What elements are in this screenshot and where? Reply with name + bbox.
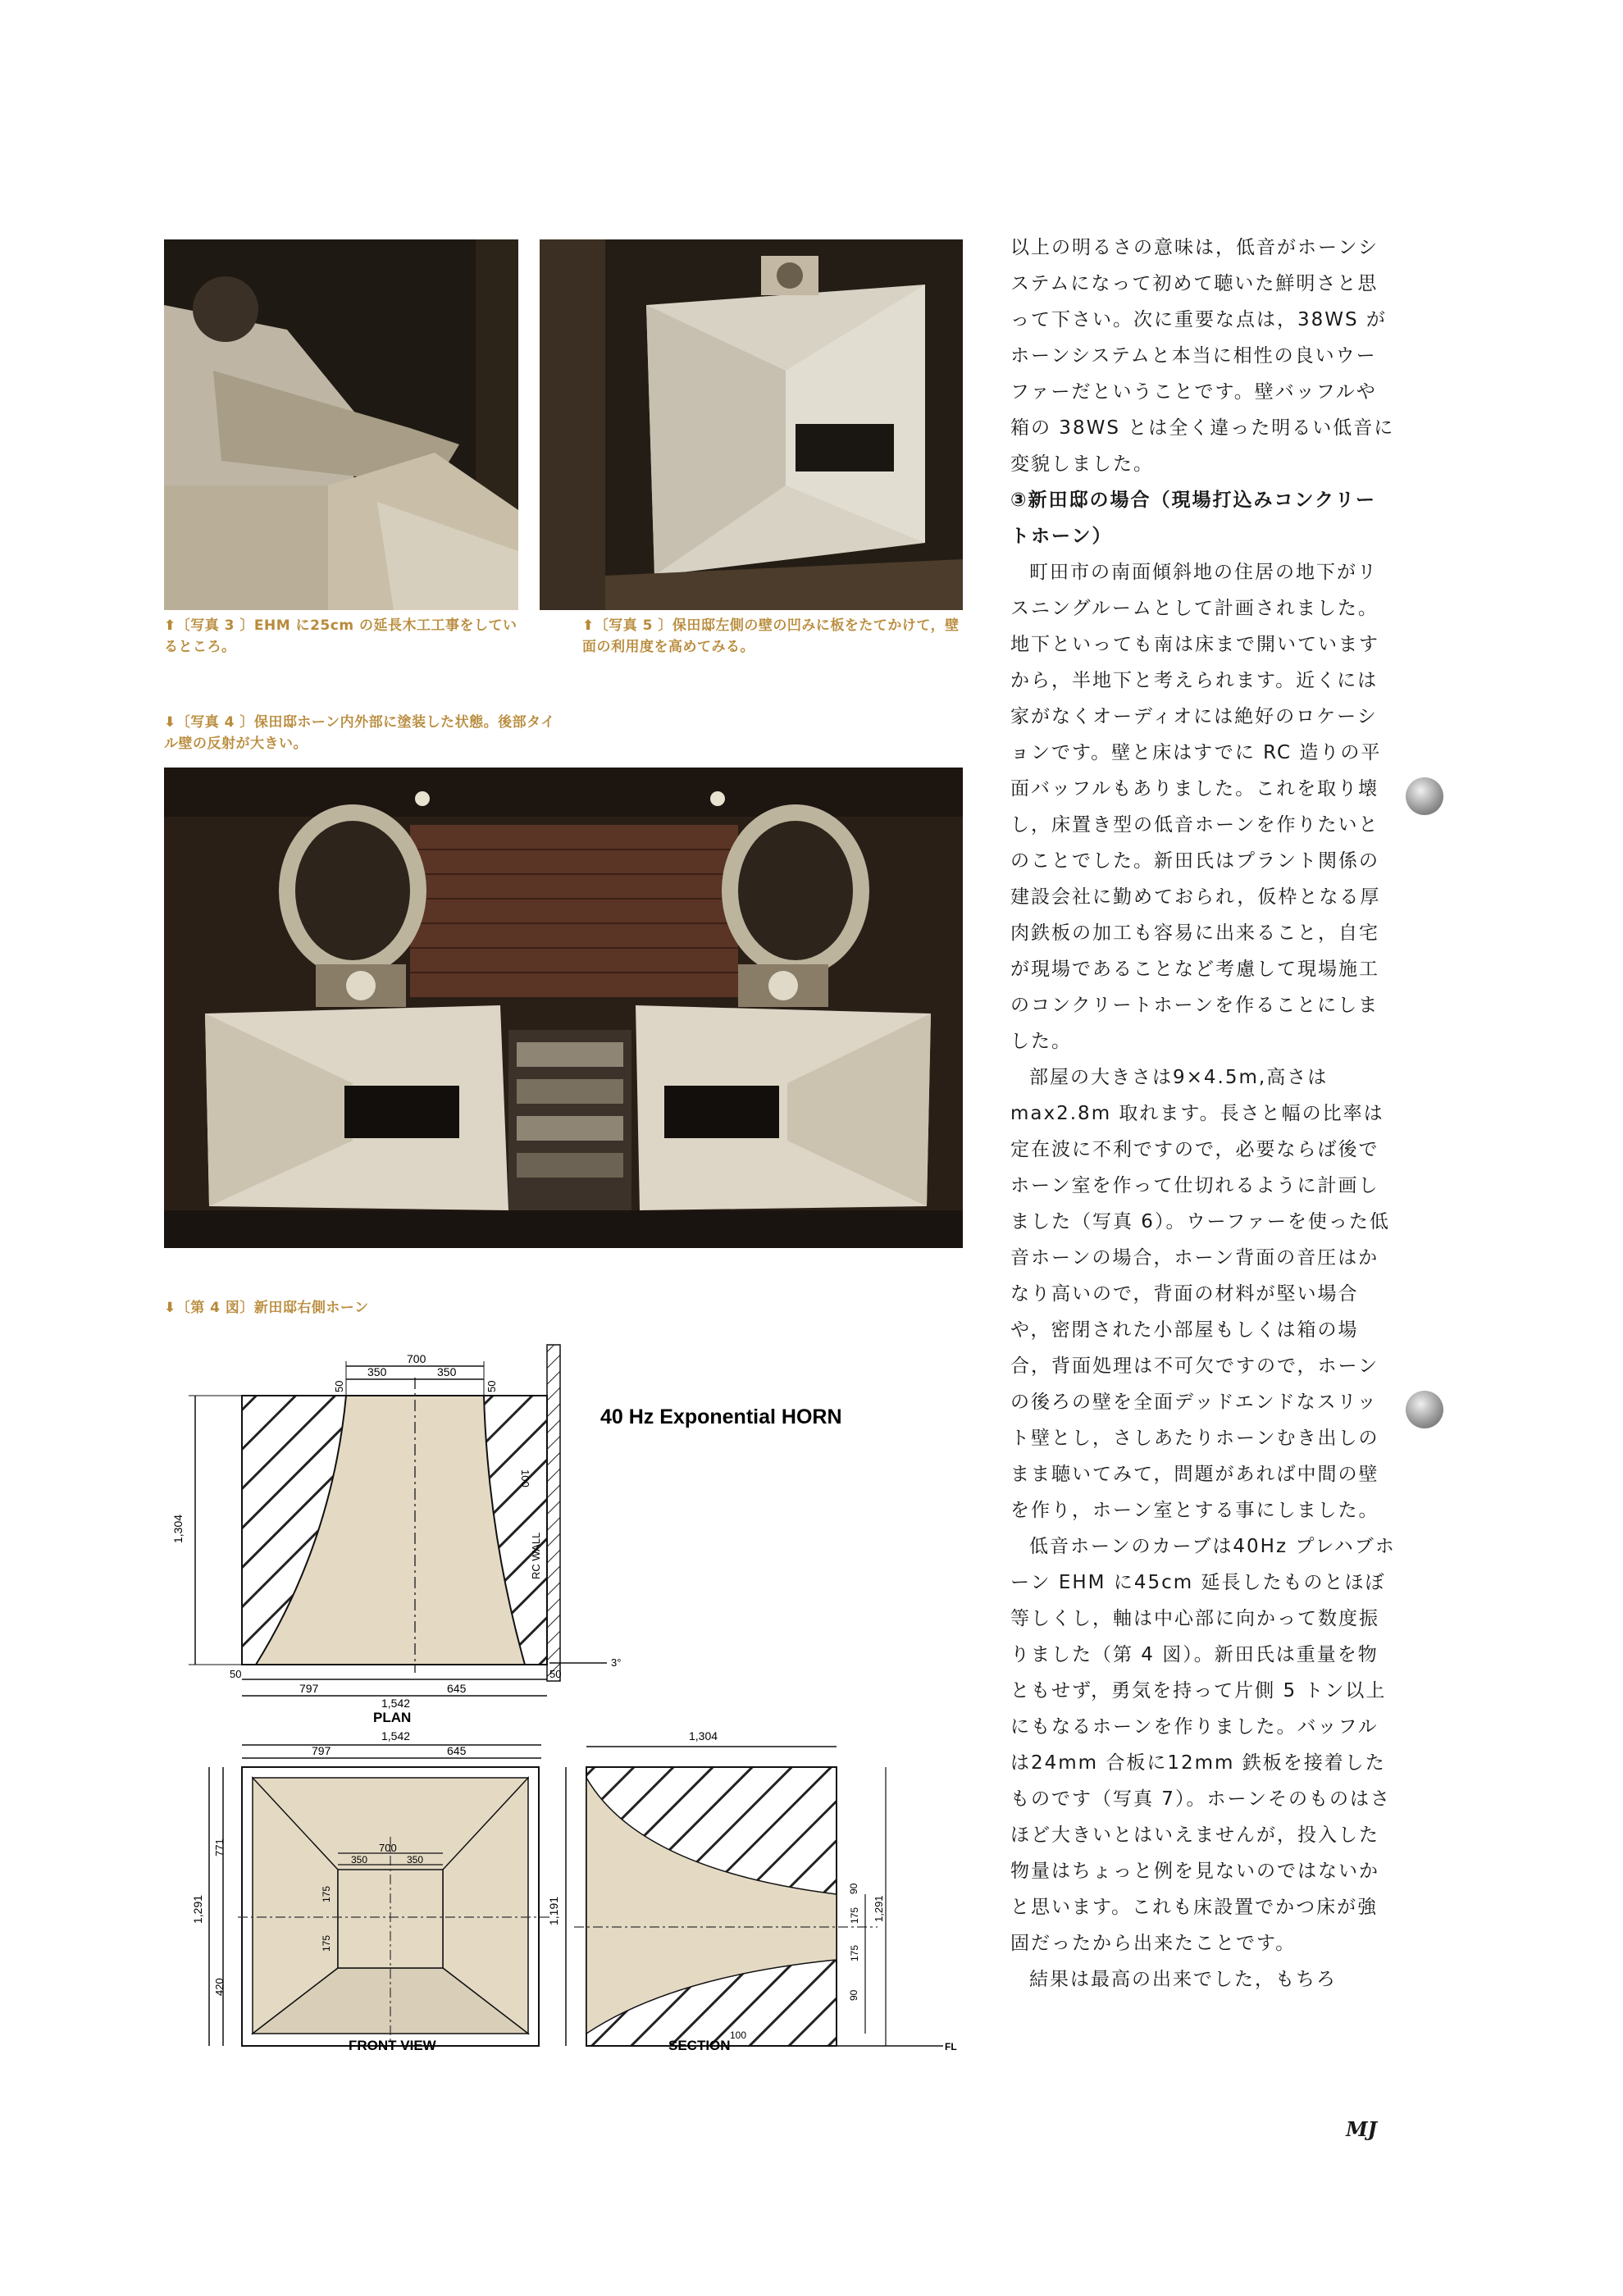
body-paragraph-1: 以上の明るさの意味は，低音がホーンシステムになって初めて聴いた鮮明さと思って下さい。次に重要な点は，38WS がホーンシステムと本当に相性の良いウーファーだということです。壁バッフルや箱の 38WS とは全く違った明るい低音に変貌しました。 [1010, 237, 1395, 475]
dim-90-bottom: 90 [848, 1989, 859, 2001]
dim-100: 100 [519, 1469, 531, 1487]
dim-50-plan-right: 50 [549, 1668, 562, 1680]
front-view [191, 1729, 549, 2050]
photo-3 [164, 239, 518, 610]
section-view [547, 1729, 957, 2050]
dim-175-section-a: 175 [849, 1906, 860, 1924]
dim-100-section: 100 [730, 2029, 747, 2041]
dim-1291-section: 1,291 [873, 1895, 885, 1922]
dim-797-front: 797 [312, 1744, 331, 1757]
photo-4 [164, 768, 963, 1248]
dim-1542-plan: 1,542 [381, 1697, 411, 1710]
dim-700-front: 700 [379, 1842, 397, 1854]
body-paragraph-5: 結果は最高の出来でした，もちろ [1029, 1969, 1337, 1990]
binder-hole-upper [1406, 777, 1443, 815]
dim-1542-front: 1,542 [381, 1729, 411, 1742]
dim-350-front-left: 350 [351, 1854, 368, 1866]
dim-350-left: 350 [367, 1365, 387, 1378]
photo-5 [540, 239, 963, 610]
section-heading-nitta: ③新田邸の場合（現場打込みコンクリートホーン） [1010, 490, 1377, 547]
fl-label: FL [945, 2041, 957, 2050]
rc-wall-label: RC WALL [530, 1532, 542, 1579]
dim-1291-front: 1,291 [191, 1894, 204, 1924]
front-view-label: FRONT VIEW [349, 2038, 436, 2050]
dim-797-plan: 797 [299, 1682, 319, 1695]
body-paragraph-4: 低音ホーンのカーブは40Hz プレハブホーン EHM に45cm 延長したものとほぼ等しくし，軸は中心部に向かって数度振りました（第 4 図）。新田氏は重量を物ともせず，勇気を持って片側 5 トン以上にもなるホーンを作りました。バッフルは24mm 合板に12mm 鉄板を接着したものです（写真 7）。ホーンそのものはさほど大きいとはいえませんが，投入した物量はちょっと例を見ないのではないかと思います。これも床設置でかつ床が強固だったから出来たことです。 [1010, 1536, 1396, 1954]
dim-3deg: 3° [611, 1656, 622, 1669]
dim-1191: 1,191 [547, 1896, 560, 1925]
caption-figure-4: ⬇〔第 4 図〕新田邸右側ホーン [164, 1300, 369, 1316]
dim-1304: 1,304 [171, 1514, 185, 1543]
page-folio: MJ [1346, 2117, 1377, 2141]
dim-700: 700 [407, 1352, 426, 1365]
dim-350-front-right: 350 [407, 1854, 424, 1866]
caption-photo-4: ⬇〔写真 4 〕保田邸ホーン内外部に塗装した状態。後部タイル壁の反射が大きい。 [164, 714, 555, 752]
dim-645-front: 645 [447, 1744, 467, 1757]
plan-label: PLAN [373, 1710, 412, 1725]
dim-1304-section: 1,304 [689, 1729, 718, 1742]
body-paragraph-2: 町田市の南面傾斜地の住居の地下がリスニングルームとして計画されました。地下といっても南は床まで開いていますから，半地下と考えられます。近くには家がなくオーディオには絶好のロケーションです。壁と床はすでに RC 造りの平面バッフルもありました。これを取り壊し，床置き型の低音ホーンを作りたいとのことでした。新田氏はプラント関係の建設会社に勤めておられ，仮枠となる厚肉鉄板の加工も容易に出来ること，自宅が現場であることなど考慮して現場施工のコンクリートホーンを作ることにしました。 [1010, 562, 1382, 1052]
binder-hole-lower [1406, 1391, 1443, 1428]
horn-diagram [164, 1328, 984, 2050]
dim-50-right: 50 [486, 1380, 498, 1392]
dim-175-front-b: 175 [321, 1934, 332, 1952]
section-label: SECTION [668, 2038, 731, 2050]
body-text-column [1010, 230, 1396, 1998]
diagram-title: 40 Hz Exponential HORN [600, 1405, 842, 1428]
caption-photo-5: ⬆〔写真 5 〕保田邸左側の壁の凹みに板をたてかけて，壁面の利用度を高めてみる。 [582, 617, 960, 655]
plan-view [171, 1345, 621, 1725]
caption-photo-3: ⬆〔写真 3 〕EHM に25cm の延長木工工事をしているところ。 [164, 617, 517, 655]
dim-350-right: 350 [437, 1365, 457, 1378]
dim-420: 420 [213, 1978, 226, 1996]
dim-645-plan: 645 [447, 1682, 467, 1695]
body-paragraph-3: 部屋の大きさは9×4.5m,高さはmax2.8m 取れます。長さと幅の比率は定在波に不利ですので，必要ならば後でホーン室を作って仕切れるように計画しました（写真 6）。ウーファーを使った低音ホーンの場合，ホーン背面の音圧はかなり高いので，背面の材料が堅い場合や，密閉された小部屋もしくは箱の場合，背面処理は不可欠ですので，ホーンの後ろの壁を全面デッドエンドなスリット壁とし，さしあたりホーンむき出しのまま聴いてみて，問題があれば中間の壁を作り，ホーン室とする事にしました。 [1010, 1067, 1390, 1521]
dim-50-plan-left: 50 [230, 1668, 242, 1680]
dim-90-top: 90 [848, 1883, 859, 1894]
dim-175-section-b: 175 [849, 1944, 860, 1961]
dim-50-left: 50 [333, 1380, 345, 1392]
dim-175-front-a: 175 [321, 1885, 332, 1902]
dim-771: 771 [213, 1838, 226, 1856]
